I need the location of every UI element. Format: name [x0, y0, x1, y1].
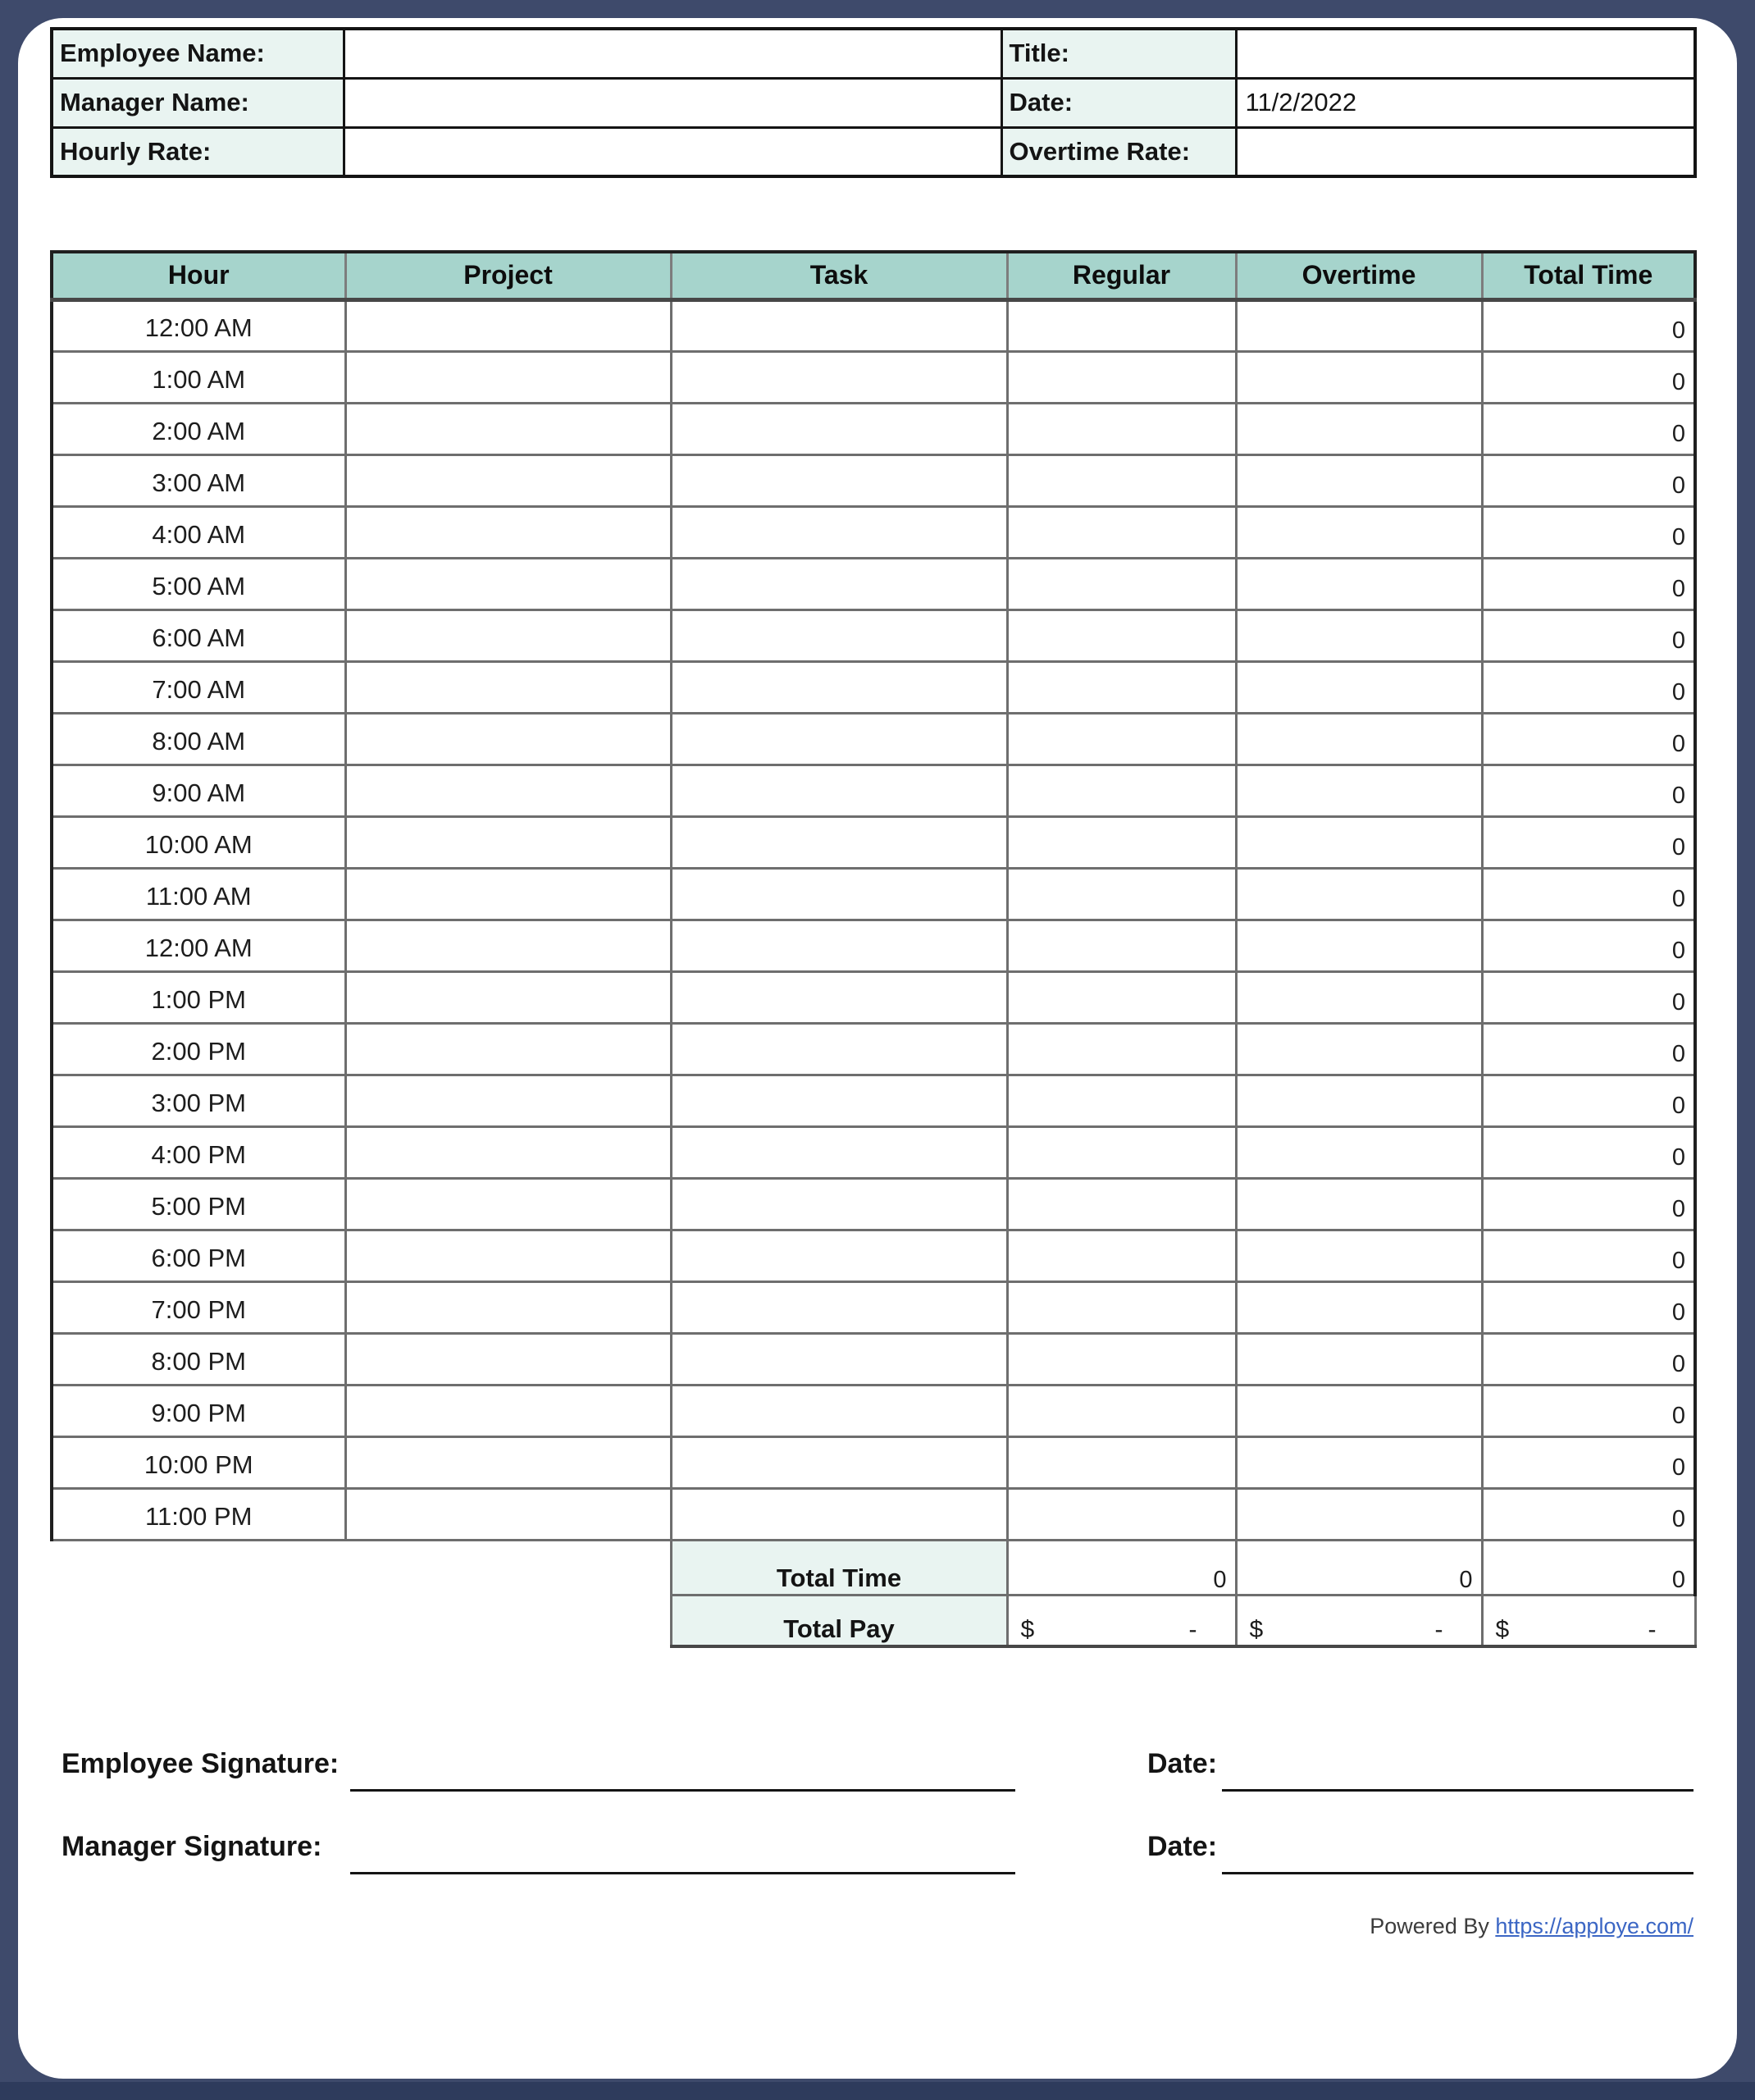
- total-pay-regular-value: [1007, 1595, 1236, 1646]
- col-header-task: Task: [671, 252, 1007, 299]
- regular-cell[interactable]: [1007, 1126, 1236, 1178]
- hour-cell: 12:00 AM: [52, 299, 345, 351]
- regular-cell[interactable]: [1007, 713, 1236, 765]
- total-time-cell: 0: [1482, 713, 1695, 765]
- project-cell[interactable]: [345, 1488, 671, 1540]
- total-time-cell: 0: [1482, 1075, 1695, 1126]
- manager-signature-label: Manager Signature:: [62, 1831, 322, 1862]
- overtime-cell[interactable]: [1236, 971, 1482, 1023]
- title-input[interactable]: [1236, 29, 1695, 78]
- regular-cell[interactable]: [1007, 1075, 1236, 1126]
- overtime-cell[interactable]: [1236, 1281, 1482, 1333]
- total-pay-total-value: [1482, 1595, 1695, 1646]
- timesheet-row: [52, 1385, 1695, 1436]
- overtime-cell[interactable]: [1236, 1075, 1482, 1126]
- timesheet-row: [52, 609, 1695, 661]
- hour-cell: 7:00 AM: [52, 661, 345, 713]
- timesheet-table: [50, 250, 1697, 1648]
- regular-cell[interactable]: [1007, 609, 1236, 661]
- col-header-hour: Hour: [52, 252, 345, 299]
- total-time-row: [52, 1540, 1695, 1595]
- project-cell[interactable]: [345, 454, 671, 506]
- employee-name-label: Employee Name:: [52, 29, 344, 78]
- total-time-cell: 0: [1482, 971, 1695, 1023]
- hour-cell: 7:00 PM: [52, 1281, 345, 1333]
- total-time-cell: 0: [1482, 920, 1695, 971]
- task-cell[interactable]: [671, 299, 1007, 351]
- regular-cell[interactable]: [1007, 971, 1236, 1023]
- timesheet-row: [52, 1126, 1695, 1178]
- total-time-cell: 0: [1482, 1436, 1695, 1488]
- regular-cell[interactable]: [1007, 1178, 1236, 1230]
- overtime-cell[interactable]: [1236, 1333, 1482, 1385]
- project-cell[interactable]: [345, 558, 671, 609]
- hour-cell: 8:00 PM: [52, 1333, 345, 1385]
- task-cell[interactable]: [671, 713, 1007, 765]
- task-cell[interactable]: [671, 1333, 1007, 1385]
- overtime-cell[interactable]: [1236, 558, 1482, 609]
- project-cell[interactable]: [345, 403, 671, 454]
- regular-cell[interactable]: [1007, 868, 1236, 920]
- timesheet-row: [52, 1488, 1695, 1540]
- hour-cell: 10:00 AM: [52, 816, 345, 868]
- spacer-cell: [52, 1595, 671, 1646]
- employee-info-table: [50, 27, 1697, 178]
- total-time-cell: 0: [1482, 1385, 1695, 1436]
- manager-date-label: Date:: [1147, 1831, 1218, 1862]
- overtime-cell[interactable]: [1236, 351, 1482, 403]
- manager-signature-row: [62, 1831, 1693, 1863]
- title-label: Title:: [1001, 29, 1236, 78]
- overtime-rate-input[interactable]: [1236, 127, 1695, 176]
- project-cell[interactable]: [345, 1126, 671, 1178]
- total-time-cell: 0: [1482, 661, 1695, 713]
- hour-cell: 9:00 AM: [52, 765, 345, 816]
- amount-dash: -: [1648, 1616, 1657, 1643]
- overtime-cell[interactable]: [1236, 713, 1482, 765]
- task-cell[interactable]: [671, 1126, 1007, 1178]
- task-cell[interactable]: [671, 1281, 1007, 1333]
- total-time-cell: 0: [1482, 609, 1695, 661]
- currency-symbol: $: [1020, 1616, 1035, 1643]
- signature-section: [50, 1748, 1693, 1863]
- timesheet-row: [52, 713, 1695, 765]
- powered-by-text: Powered By: [1370, 1914, 1489, 1938]
- total-time-overtime-value: 0: [1236, 1540, 1482, 1595]
- task-cell[interactable]: [671, 816, 1007, 868]
- hour-cell: 9:00 PM: [52, 1385, 345, 1436]
- timesheet-row: [52, 1436, 1695, 1488]
- regular-cell[interactable]: [1007, 765, 1236, 816]
- timesheet-row: [52, 403, 1695, 454]
- overtime-cell[interactable]: [1236, 661, 1482, 713]
- employee-signature-label: Employee Signature:: [62, 1748, 340, 1779]
- total-time-cell: 0: [1482, 299, 1695, 351]
- total-time-cell: 0: [1482, 1281, 1695, 1333]
- timesheet-row: [52, 1230, 1695, 1281]
- task-cell[interactable]: [671, 920, 1007, 971]
- employee-date-label: Date:: [1147, 1748, 1218, 1779]
- timesheet-row: [52, 351, 1695, 403]
- timesheet-row: [52, 1023, 1695, 1075]
- regular-cell[interactable]: [1007, 661, 1236, 713]
- project-cell[interactable]: [345, 713, 671, 765]
- hourly-rate-label: Hourly Rate:: [52, 127, 344, 176]
- task-cell[interactable]: [671, 403, 1007, 454]
- overtime-cell[interactable]: [1236, 868, 1482, 920]
- task-cell[interactable]: [671, 454, 1007, 506]
- overtime-cell[interactable]: [1236, 1436, 1482, 1488]
- hour-cell: 3:00 PM: [52, 1075, 345, 1126]
- employee-name-input[interactable]: [344, 29, 1001, 78]
- apploye-link[interactable]: https://apploye.com/: [1495, 1914, 1693, 1938]
- col-header-project: Project: [345, 252, 671, 299]
- task-cell[interactable]: [671, 1230, 1007, 1281]
- col-header-regular: Regular: [1007, 252, 1236, 299]
- timesheet-row: [52, 299, 1695, 351]
- overtime-rate-label: Overtime Rate:: [1001, 127, 1236, 176]
- timesheet-row: [52, 558, 1695, 609]
- project-cell[interactable]: [345, 506, 671, 558]
- task-cell[interactable]: [671, 661, 1007, 713]
- hour-cell: 5:00 AM: [52, 558, 345, 609]
- total-time-cell: 0: [1482, 351, 1695, 403]
- employee-signature-line[interactable]: [350, 1789, 1015, 1792]
- total-pay-overtime-value: [1236, 1595, 1482, 1646]
- timesheet-row: [52, 971, 1695, 1023]
- regular-cell[interactable]: [1007, 920, 1236, 971]
- regular-cell[interactable]: [1007, 558, 1236, 609]
- bottom-strip: [0, 2082, 1755, 2100]
- overtime-cell[interactable]: [1236, 1023, 1482, 1075]
- date-input[interactable]: 11/2/2022: [1236, 78, 1695, 127]
- project-cell[interactable]: [345, 920, 671, 971]
- hour-cell: 10:00 PM: [52, 1436, 345, 1488]
- currency-symbol: $: [1249, 1616, 1264, 1643]
- header-row: [52, 252, 1695, 299]
- hour-cell: 4:00 AM: [52, 506, 345, 558]
- task-cell[interactable]: [671, 609, 1007, 661]
- total-time-regular-value: 0: [1007, 1540, 1236, 1595]
- task-cell[interactable]: [671, 1436, 1007, 1488]
- task-cell[interactable]: [671, 1488, 1007, 1540]
- regular-cell[interactable]: [1007, 1023, 1236, 1075]
- total-time-total-value: 0: [1482, 1540, 1695, 1595]
- regular-cell[interactable]: [1007, 1488, 1236, 1540]
- regular-cell[interactable]: [1007, 1333, 1236, 1385]
- regular-cell[interactable]: [1007, 299, 1236, 351]
- manager-name-label: Manager Name:: [52, 78, 344, 127]
- total-time-cell: 0: [1482, 816, 1695, 868]
- project-cell[interactable]: [345, 765, 671, 816]
- timesheet-row: [52, 506, 1695, 558]
- overtime-cell[interactable]: [1236, 1230, 1482, 1281]
- overtime-cell[interactable]: [1236, 1385, 1482, 1436]
- timesheet-row: [52, 816, 1695, 868]
- regular-cell[interactable]: [1007, 454, 1236, 506]
- total-time-cell: 0: [1482, 454, 1695, 506]
- timesheet-page: [18, 18, 1737, 2079]
- timesheet-row: [52, 1281, 1695, 1333]
- project-cell[interactable]: [345, 1333, 671, 1385]
- overtime-cell[interactable]: [1236, 1126, 1482, 1178]
- date-label: Date:: [1001, 78, 1236, 127]
- hour-cell: 3:00 AM: [52, 454, 345, 506]
- manager-signature-line[interactable]: [350, 1872, 1015, 1874]
- task-cell[interactable]: [671, 506, 1007, 558]
- hour-cell: 12:00 AM: [52, 920, 345, 971]
- employee-date-line[interactable]: [1222, 1789, 1693, 1792]
- overtime-cell[interactable]: [1236, 454, 1482, 506]
- task-cell[interactable]: [671, 1178, 1007, 1230]
- timesheet-row: [52, 1333, 1695, 1385]
- currency-symbol: $: [1495, 1616, 1510, 1643]
- total-time-cell: 0: [1482, 506, 1695, 558]
- hour-cell: 2:00 PM: [52, 1023, 345, 1075]
- hour-cell: 5:00 PM: [52, 1178, 345, 1230]
- timesheet-row: [52, 868, 1695, 920]
- total-time-label: Total Time: [671, 1540, 1007, 1595]
- project-cell[interactable]: [345, 1385, 671, 1436]
- task-cell[interactable]: [671, 868, 1007, 920]
- task-cell[interactable]: [671, 558, 1007, 609]
- hour-cell: 1:00 AM: [52, 351, 345, 403]
- page-content: [18, 18, 1726, 1939]
- project-cell[interactable]: [345, 1230, 671, 1281]
- total-time-cell: 0: [1482, 1126, 1695, 1178]
- total-time-cell: 0: [1482, 868, 1695, 920]
- hour-cell: 8:00 AM: [52, 713, 345, 765]
- manager-name-input[interactable]: [344, 78, 1001, 127]
- hour-cell: 4:00 PM: [52, 1126, 345, 1178]
- amount-dash: -: [1188, 1616, 1197, 1643]
- project-cell[interactable]: [345, 868, 671, 920]
- regular-cell[interactable]: [1007, 1436, 1236, 1488]
- overtime-cell[interactable]: [1236, 299, 1482, 351]
- info-row-3: [52, 127, 1695, 176]
- footer: [50, 1914, 1693, 1939]
- hour-cell: 2:00 AM: [52, 403, 345, 454]
- hour-cell: 11:00 AM: [52, 868, 345, 920]
- total-time-cell: 0: [1482, 1333, 1695, 1385]
- timesheet-row: [52, 1178, 1695, 1230]
- hour-cell: 6:00 PM: [52, 1230, 345, 1281]
- spacer-cell: [52, 1540, 671, 1595]
- total-pay-row: [52, 1595, 1695, 1646]
- total-time-cell: 0: [1482, 765, 1695, 816]
- overtime-cell[interactable]: [1236, 506, 1482, 558]
- project-cell[interactable]: [345, 1023, 671, 1075]
- col-header-total-time: Total Time: [1482, 252, 1695, 299]
- regular-cell[interactable]: [1007, 1385, 1236, 1436]
- manager-date-line[interactable]: [1222, 1872, 1693, 1874]
- project-cell[interactable]: [345, 1436, 671, 1488]
- task-cell[interactable]: [671, 765, 1007, 816]
- timesheet-row: [52, 765, 1695, 816]
- overtime-cell[interactable]: [1236, 920, 1482, 971]
- project-cell[interactable]: [345, 609, 671, 661]
- regular-cell[interactable]: [1007, 1230, 1236, 1281]
- total-pay-label: Total Pay: [671, 1595, 1007, 1646]
- overtime-cell[interactable]: [1236, 765, 1482, 816]
- project-cell[interactable]: [345, 351, 671, 403]
- project-cell[interactable]: [345, 661, 671, 713]
- total-time-cell: 0: [1482, 1230, 1695, 1281]
- hour-cell: 11:00 PM: [52, 1488, 345, 1540]
- total-time-cell: 0: [1482, 403, 1695, 454]
- col-header-overtime: Overtime: [1236, 252, 1482, 299]
- hour-cell: 1:00 PM: [52, 971, 345, 1023]
- regular-cell[interactable]: [1007, 506, 1236, 558]
- overtime-cell[interactable]: [1236, 816, 1482, 868]
- task-cell[interactable]: [671, 351, 1007, 403]
- timesheet-body: [52, 299, 1695, 1540]
- regular-cell[interactable]: [1007, 1281, 1236, 1333]
- regular-cell[interactable]: [1007, 351, 1236, 403]
- project-cell[interactable]: [345, 1281, 671, 1333]
- overtime-cell[interactable]: [1236, 403, 1482, 454]
- regular-cell[interactable]: [1007, 403, 1236, 454]
- task-cell[interactable]: [671, 971, 1007, 1023]
- overtime-cell[interactable]: [1236, 609, 1482, 661]
- info-row-1: [52, 29, 1695, 78]
- project-cell[interactable]: [345, 299, 671, 351]
- hourly-rate-input[interactable]: [344, 127, 1001, 176]
- timesheet-row: [52, 454, 1695, 506]
- total-time-cell: 0: [1482, 558, 1695, 609]
- hour-cell: 6:00 AM: [52, 609, 345, 661]
- total-time-cell: 0: [1482, 1023, 1695, 1075]
- task-cell[interactable]: [671, 1023, 1007, 1075]
- project-cell[interactable]: [345, 1178, 671, 1230]
- overtime-cell[interactable]: [1236, 1488, 1482, 1540]
- project-cell[interactable]: [345, 816, 671, 868]
- amount-dash: -: [1434, 1616, 1443, 1643]
- timesheet-row: [52, 920, 1695, 971]
- project-cell[interactable]: [345, 971, 671, 1023]
- info-row-2: [52, 78, 1695, 127]
- timesheet-row: [52, 1075, 1695, 1126]
- total-time-cell: 0: [1482, 1488, 1695, 1540]
- task-cell[interactable]: [671, 1385, 1007, 1436]
- timesheet-row: [52, 661, 1695, 713]
- regular-cell[interactable]: [1007, 816, 1236, 868]
- employee-signature-row: [62, 1748, 1693, 1780]
- task-cell[interactable]: [671, 1075, 1007, 1126]
- overtime-cell[interactable]: [1236, 1178, 1482, 1230]
- total-time-cell: 0: [1482, 1178, 1695, 1230]
- project-cell[interactable]: [345, 1075, 671, 1126]
